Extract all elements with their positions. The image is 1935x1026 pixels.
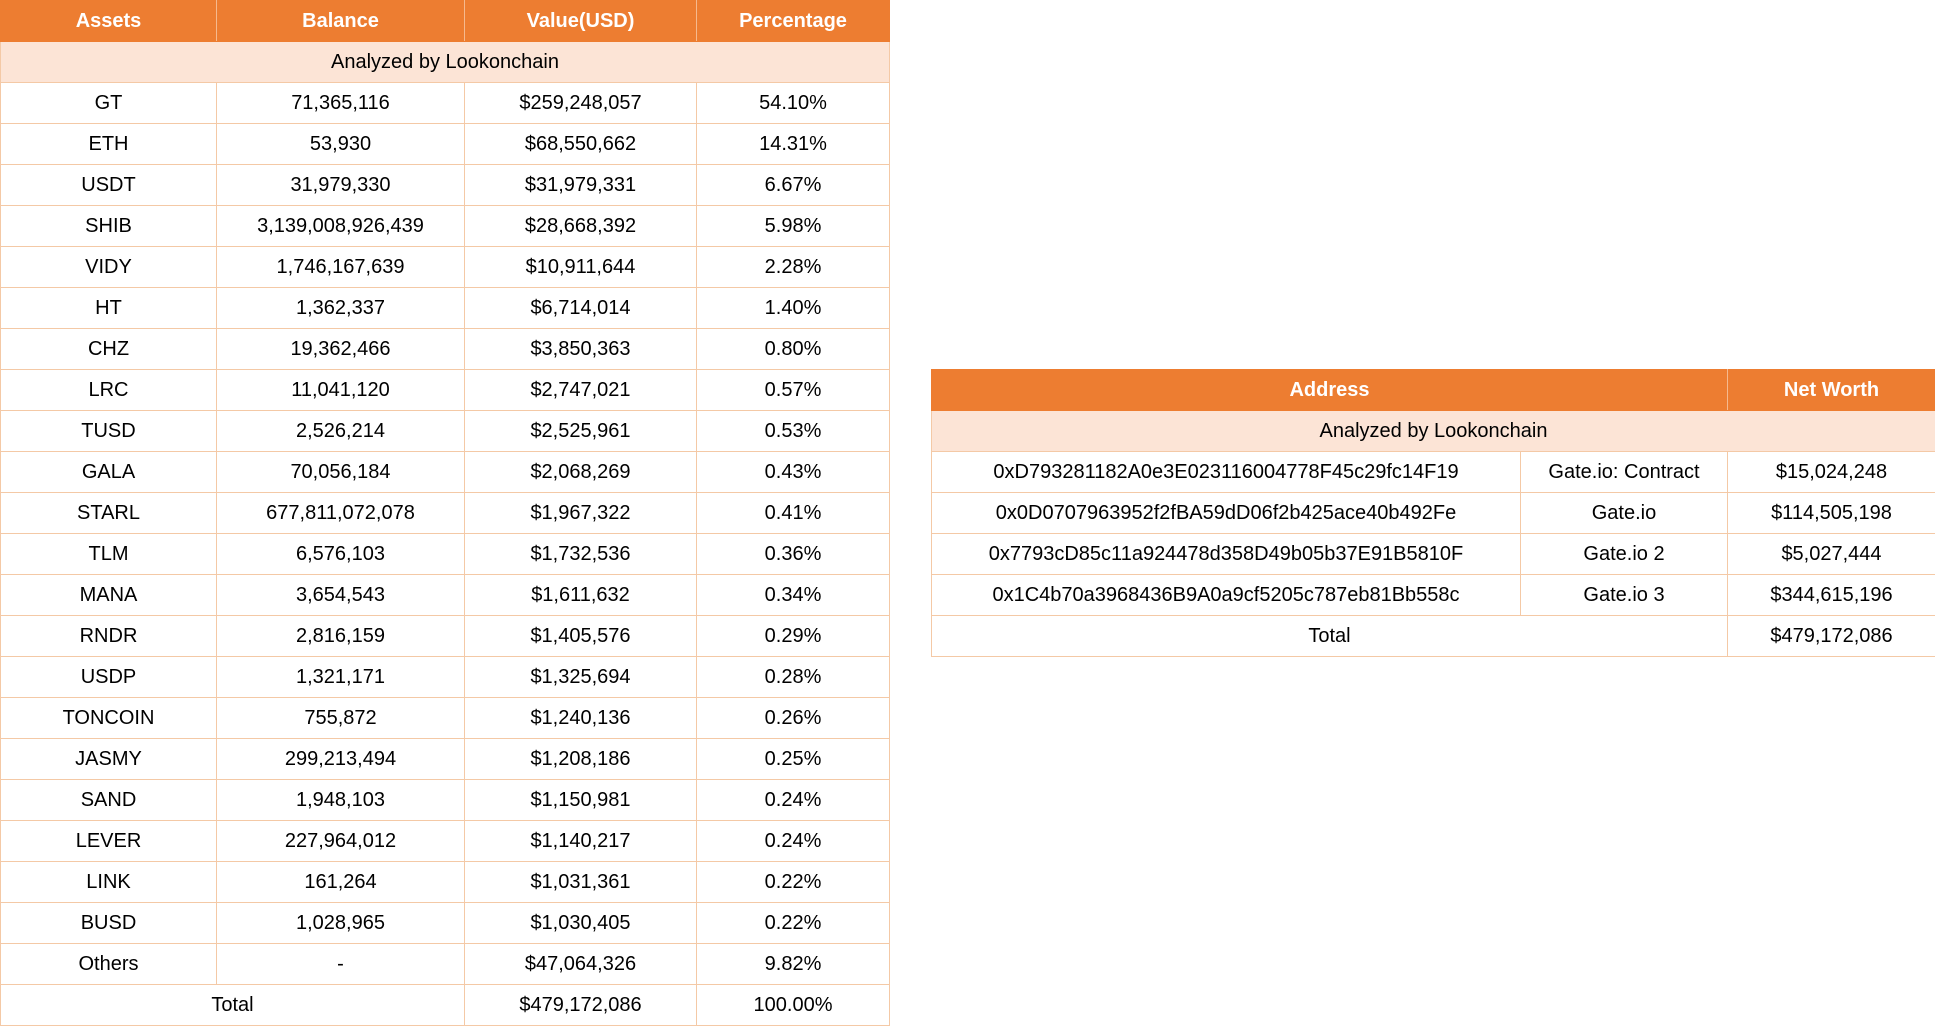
- asset-name: RNDR: [1, 616, 217, 657]
- address-body: [932, 452, 1935, 616]
- asset-value: $1,405,576: [465, 616, 697, 657]
- asset-value: $2,068,269: [465, 452, 697, 493]
- asset-value: $31,979,331: [465, 165, 697, 206]
- asset-value: $1,140,217: [465, 821, 697, 862]
- wallet-net-worth: $15,024,248: [1728, 452, 1935, 493]
- asset-balance: 1,746,167,639: [217, 247, 465, 288]
- asset-row: [1, 739, 890, 780]
- asset-name: CHZ: [1, 329, 217, 370]
- asset-name: BUSD: [1, 903, 217, 944]
- asset-value: $1,325,694: [465, 657, 697, 698]
- asset-value: $2,747,021: [465, 370, 697, 411]
- asset-row: [1, 821, 890, 862]
- asset-percentage: 0.53%: [697, 411, 890, 452]
- asset-percentage: 0.22%: [697, 862, 890, 903]
- asset-balance: 1,948,103: [217, 780, 465, 821]
- asset-value: $1,732,536: [465, 534, 697, 575]
- asset-name: HT: [1, 288, 217, 329]
- asset-row: [1, 206, 890, 247]
- asset-row: [1, 657, 890, 698]
- asset-value: $47,064,326: [465, 944, 697, 985]
- asset-balance: 2,816,159: [217, 616, 465, 657]
- asset-value: $1,208,186: [465, 739, 697, 780]
- asset-balance: 677,811,072,078: [217, 493, 465, 534]
- asset-percentage: 1.40%: [697, 288, 890, 329]
- asset-name: Others: [1, 944, 217, 985]
- asset-percentage: 54.10%: [697, 83, 890, 124]
- asset-row: [1, 124, 890, 165]
- asset-balance: 1,028,965: [217, 903, 465, 944]
- wallet-label: Gate.io 2: [1521, 534, 1728, 575]
- asset-name: LEVER: [1, 821, 217, 862]
- assets-total-value: $479,172,086: [465, 985, 697, 1026]
- asset-percentage: 0.25%: [697, 739, 890, 780]
- asset-balance: 70,056,184: [217, 452, 465, 493]
- asset-name: TONCOIN: [1, 698, 217, 739]
- asset-percentage: 0.36%: [697, 534, 890, 575]
- asset-name: VIDY: [1, 247, 217, 288]
- asset-percentage: 0.41%: [697, 493, 890, 534]
- asset-percentage: 9.82%: [697, 944, 890, 985]
- asset-percentage: 0.22%: [697, 903, 890, 944]
- address-subheader-row: [932, 411, 1935, 452]
- header-percentage: Percentage: [697, 1, 890, 42]
- asset-percentage: 6.67%: [697, 165, 890, 206]
- assets-subheader: Analyzed by Lookonchain: [1, 42, 890, 83]
- asset-name: JASMY: [1, 739, 217, 780]
- asset-balance: 71,365,116: [217, 83, 465, 124]
- header-address: Address: [932, 370, 1728, 411]
- asset-value: $1,031,361: [465, 862, 697, 903]
- address-table: [931, 369, 1935, 657]
- wallet-address: 0x7793cD85c11a924478d358D49b05b37E91B5810F: [932, 534, 1521, 575]
- assets-total-label: Total: [1, 985, 465, 1026]
- address-total-net-worth: $479,172,086: [1728, 616, 1935, 657]
- wallet-label: Gate.io: Contract: [1521, 452, 1728, 493]
- header-value: Value(USD): [465, 1, 697, 42]
- asset-name: ETH: [1, 124, 217, 165]
- assets-body: [1, 83, 890, 985]
- asset-name: USDP: [1, 657, 217, 698]
- asset-row: [1, 288, 890, 329]
- asset-percentage: 0.80%: [697, 329, 890, 370]
- asset-row: [1, 944, 890, 985]
- asset-balance: 227,964,012: [217, 821, 465, 862]
- asset-value: $3,850,363: [465, 329, 697, 370]
- asset-row: [1, 83, 890, 124]
- asset-percentage: 0.29%: [697, 616, 890, 657]
- asset-name: SHIB: [1, 206, 217, 247]
- wallet-label: Gate.io: [1521, 493, 1728, 534]
- asset-balance: 299,213,494: [217, 739, 465, 780]
- asset-name: GALA: [1, 452, 217, 493]
- asset-balance: 3,654,543: [217, 575, 465, 616]
- wallet-address: 0xD793281182A0e3E023116004778F45c29fc14F19: [932, 452, 1521, 493]
- wallet-net-worth: $5,027,444: [1728, 534, 1935, 575]
- asset-balance: 161,264: [217, 862, 465, 903]
- header-net-worth: Net Worth: [1728, 370, 1935, 411]
- assets-table: [0, 0, 890, 1026]
- assets-total-percentage: 100.00%: [697, 985, 890, 1026]
- address-row: [932, 575, 1935, 616]
- wallet-net-worth: $344,615,196: [1728, 575, 1935, 616]
- asset-name: SAND: [1, 780, 217, 821]
- asset-row: [1, 534, 890, 575]
- address-subheader: Analyzed by Lookonchain: [932, 411, 1935, 452]
- asset-balance: 19,362,466: [217, 329, 465, 370]
- asset-value: $6,714,014: [465, 288, 697, 329]
- asset-value: $1,150,981: [465, 780, 697, 821]
- asset-name: TLM: [1, 534, 217, 575]
- asset-percentage: 0.24%: [697, 821, 890, 862]
- header-balance: Balance: [217, 1, 465, 42]
- asset-row: [1, 247, 890, 288]
- asset-balance: 2,526,214: [217, 411, 465, 452]
- asset-value: $2,525,961: [465, 411, 697, 452]
- asset-percentage: 5.98%: [697, 206, 890, 247]
- asset-name: LINK: [1, 862, 217, 903]
- asset-name: GT: [1, 83, 217, 124]
- asset-row: [1, 780, 890, 821]
- asset-value: $28,668,392: [465, 206, 697, 247]
- asset-name: TUSD: [1, 411, 217, 452]
- wallet-label: Gate.io 3: [1521, 575, 1728, 616]
- asset-percentage: 0.57%: [697, 370, 890, 411]
- assets-header-row: [1, 1, 890, 42]
- asset-name: STARL: [1, 493, 217, 534]
- address-row: [932, 534, 1935, 575]
- assets-total-row: [1, 985, 890, 1026]
- asset-percentage: 0.43%: [697, 452, 890, 493]
- asset-name: LRC: [1, 370, 217, 411]
- asset-percentage: 14.31%: [697, 124, 890, 165]
- asset-percentage: 2.28%: [697, 247, 890, 288]
- asset-row: [1, 329, 890, 370]
- asset-row: [1, 862, 890, 903]
- asset-row: [1, 616, 890, 657]
- asset-percentage: 0.28%: [697, 657, 890, 698]
- asset-percentage: 0.34%: [697, 575, 890, 616]
- address-total-row: [932, 616, 1935, 657]
- asset-row: [1, 370, 890, 411]
- asset-value: $1,240,136: [465, 698, 697, 739]
- asset-balance: 1,362,337: [217, 288, 465, 329]
- asset-value: $1,030,405: [465, 903, 697, 944]
- assets-subheader-row: [1, 42, 890, 83]
- address-header-row: [932, 370, 1935, 411]
- asset-value: $259,248,057: [465, 83, 697, 124]
- address-row: [932, 493, 1935, 534]
- asset-name: MANA: [1, 575, 217, 616]
- wallet-address: 0x0D0707963952f2fBA59dD06f2b425ace40b492Fe: [932, 493, 1521, 534]
- asset-row: [1, 903, 890, 944]
- asset-row: [1, 698, 890, 739]
- address-row: [932, 452, 1935, 493]
- asset-row: [1, 575, 890, 616]
- asset-value: $1,967,322: [465, 493, 697, 534]
- asset-balance: -: [217, 944, 465, 985]
- asset-balance: 11,041,120: [217, 370, 465, 411]
- asset-value: $10,911,644: [465, 247, 697, 288]
- asset-balance: 1,321,171: [217, 657, 465, 698]
- asset-value: $1,611,632: [465, 575, 697, 616]
- asset-percentage: 0.24%: [697, 780, 890, 821]
- wallet-net-worth: $114,505,198: [1728, 493, 1935, 534]
- address-total-label: Total: [932, 616, 1728, 657]
- wallet-address: 0x1C4b70a3968436B9A0a9cf5205c787eb81Bb558c: [932, 575, 1521, 616]
- header-assets: Assets: [1, 1, 217, 42]
- asset-value: $68,550,662: [465, 124, 697, 165]
- asset-balance: 6,576,103: [217, 534, 465, 575]
- asset-row: [1, 411, 890, 452]
- asset-balance: 53,930: [217, 124, 465, 165]
- asset-row: [1, 165, 890, 206]
- asset-balance: 755,872: [217, 698, 465, 739]
- asset-percentage: 0.26%: [697, 698, 890, 739]
- asset-row: [1, 452, 890, 493]
- asset-row: [1, 493, 890, 534]
- asset-balance: 31,979,330: [217, 165, 465, 206]
- asset-name: USDT: [1, 165, 217, 206]
- asset-balance: 3,139,008,926,439: [217, 206, 465, 247]
